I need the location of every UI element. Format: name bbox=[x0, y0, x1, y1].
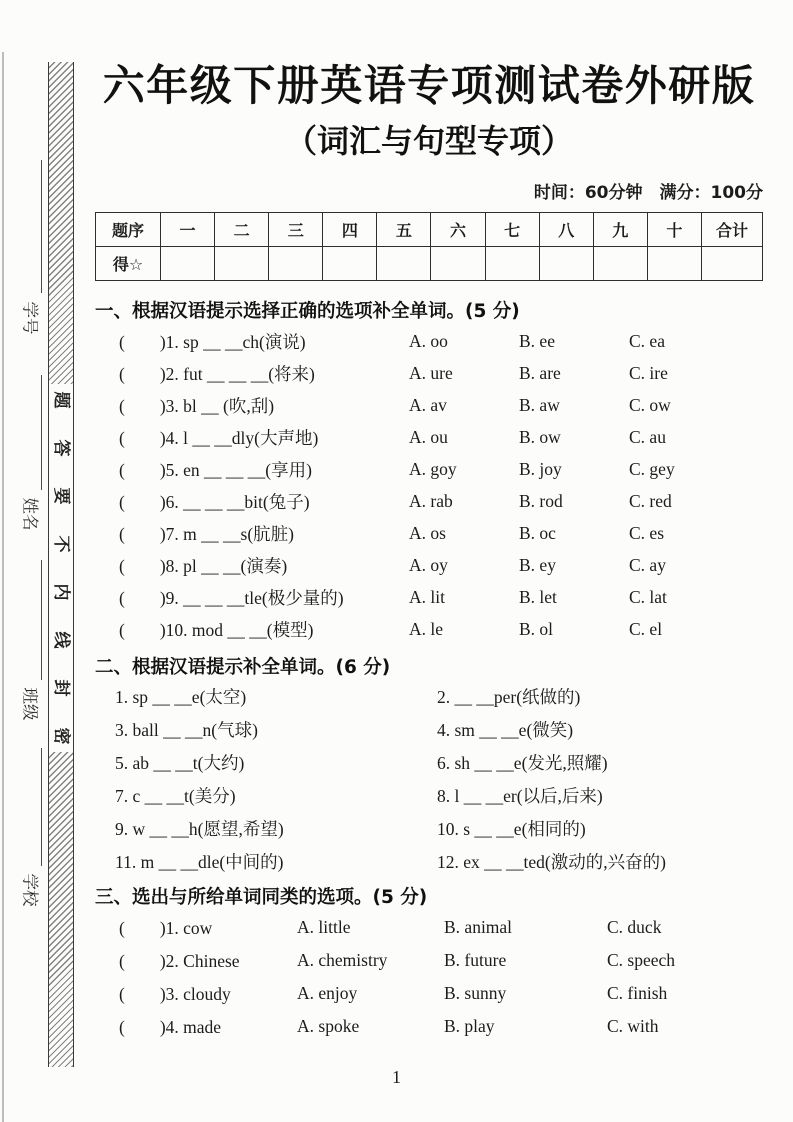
question-row bbox=[95, 485, 763, 517]
page-number: 1 bbox=[392, 1067, 401, 1087]
option-b: B. animal bbox=[444, 917, 513, 937]
score-cell-empty bbox=[431, 247, 485, 281]
option-c: C. finish bbox=[607, 983, 668, 1003]
option-a: A. lit bbox=[409, 586, 445, 607]
seal-text bbox=[51, 384, 71, 752]
question-row bbox=[95, 549, 763, 581]
option-c: C. es bbox=[629, 522, 664, 543]
option-a: A. little bbox=[297, 917, 351, 937]
score-table-score-row bbox=[96, 247, 763, 281]
score-cell-empty bbox=[539, 247, 593, 281]
option-b: B. ey bbox=[519, 554, 556, 575]
seal-char: 不 bbox=[51, 535, 71, 553]
seal-char: 线 bbox=[51, 631, 71, 649]
score-header-cell: 十 bbox=[647, 213, 701, 247]
class-label-text: 班级 bbox=[20, 687, 39, 721]
fill-item: 10. s __ __e(相同的) bbox=[437, 819, 586, 839]
option-c: C. el bbox=[629, 618, 663, 639]
question-stem: ( )4. made bbox=[119, 1017, 222, 1037]
seal-char: 题 bbox=[51, 391, 71, 409]
question-row bbox=[95, 613, 763, 645]
score-cell-empty bbox=[269, 247, 323, 281]
score-header-cell: 一 bbox=[161, 213, 215, 247]
score-cell-empty bbox=[323, 247, 377, 281]
option-b: B. are bbox=[519, 362, 561, 383]
option-c: C. ow bbox=[629, 394, 671, 415]
student-id-blank-line bbox=[41, 160, 42, 293]
question-row bbox=[95, 453, 763, 485]
score-header-cell: 合计 bbox=[702, 213, 763, 247]
question-stem: ( )2. fut __ __ __(将来) bbox=[119, 363, 315, 384]
name-label-text: 姓名 bbox=[20, 497, 39, 531]
score-header-cell: 七 bbox=[485, 213, 539, 247]
question-row bbox=[95, 517, 763, 549]
option-b: B. aw bbox=[519, 394, 560, 415]
scan-edge bbox=[2, 52, 4, 1122]
question-stem: ( )9. __ __ __tle(极少量的) bbox=[119, 587, 344, 608]
option-c: C. ay bbox=[629, 554, 666, 575]
hatch-pattern-bottom bbox=[49, 752, 73, 1067]
seal-char: 内 bbox=[51, 583, 71, 601]
score-header-cell: 题序 bbox=[96, 213, 161, 247]
section-2-heading: 二、根据汉语提示补全单词。(6 分) bbox=[95, 657, 391, 678]
question-stem: ( )1. sp __ __ch(演说) bbox=[119, 331, 306, 352]
score-cell-empty bbox=[702, 247, 763, 281]
seal-char: 封 bbox=[51, 679, 71, 697]
name-label bbox=[10, 492, 52, 536]
fill-item: 12. ex __ __ted(激动的,兴奋的) bbox=[437, 852, 666, 872]
option-a: A. goy bbox=[409, 458, 457, 479]
option-a: A. chemistry bbox=[297, 950, 388, 970]
option-a: A. ou bbox=[409, 426, 448, 447]
fill-item: 1. sp __ __e(太空) bbox=[115, 687, 247, 707]
option-b: B. ee bbox=[519, 330, 555, 351]
question-row bbox=[95, 1010, 763, 1043]
score-row-label: 得☆ bbox=[96, 247, 161, 281]
class-label bbox=[10, 682, 52, 726]
main-content bbox=[95, 58, 763, 1043]
score-cell-empty bbox=[161, 247, 215, 281]
question-stem: ( )3. bl __ (吹,刮) bbox=[119, 395, 275, 416]
fill-item: 2. __ __per(纸做的) bbox=[437, 687, 581, 707]
option-a: A. enjoy bbox=[297, 983, 358, 1003]
option-b: B. ol bbox=[519, 618, 554, 639]
score-header-cell: 八 bbox=[539, 213, 593, 247]
student-id-label-text: 学号 bbox=[20, 301, 39, 335]
option-a: A. av bbox=[409, 394, 447, 415]
option-c: C. ea bbox=[629, 330, 665, 351]
score-cell-empty bbox=[485, 247, 539, 281]
option-c: C. lat bbox=[629, 586, 667, 607]
question-row bbox=[95, 581, 763, 613]
option-b: B. ow bbox=[519, 426, 561, 447]
score-header-cell: 九 bbox=[593, 213, 647, 247]
option-b: B. rod bbox=[519, 490, 563, 511]
fill-in-grid bbox=[95, 681, 763, 879]
option-c: C. au bbox=[629, 426, 666, 447]
fill-item: 8. l __ __er(以后,后来) bbox=[437, 786, 603, 806]
option-b: B. let bbox=[519, 586, 557, 607]
section-3-heading: 三、选出与所给单词同类的选项。(5 分) bbox=[95, 887, 428, 908]
score-cell-empty bbox=[377, 247, 431, 281]
score-header-cell: 四 bbox=[323, 213, 377, 247]
score-cell-empty bbox=[215, 247, 269, 281]
option-a: A. os bbox=[409, 522, 446, 543]
option-c: C. duck bbox=[607, 917, 662, 937]
option-b: B. future bbox=[444, 950, 507, 970]
question-row bbox=[95, 325, 763, 357]
seal-char: 密 bbox=[51, 727, 71, 745]
question-stem: ( )3. cloudy bbox=[119, 984, 231, 1004]
school-blank-line bbox=[41, 748, 42, 866]
fill-item: 11. m __ __dle(中间的) bbox=[115, 852, 284, 872]
fill-item: 7. c __ __t(美分) bbox=[115, 786, 236, 806]
page-subtitle: （词汇与句型专项） bbox=[284, 122, 573, 160]
question-row bbox=[95, 911, 763, 944]
seal-char: 答 bbox=[51, 439, 71, 457]
option-a: A. spoke bbox=[297, 1016, 360, 1036]
question-stem: ( )1. cow bbox=[119, 918, 213, 938]
question-stem: ( )6. __ __ __bit(兔子) bbox=[119, 491, 310, 512]
score-header-cell: 三 bbox=[269, 213, 323, 247]
option-b: B. oc bbox=[519, 522, 556, 543]
score-header-cell: 五 bbox=[377, 213, 431, 247]
exam-meta: 时间：60分钟 满分：100分 bbox=[533, 183, 763, 203]
score-header-cell: 二 bbox=[215, 213, 269, 247]
option-b: B. joy bbox=[519, 458, 562, 479]
option-c: C. red bbox=[629, 490, 672, 511]
seal-line-band bbox=[48, 62, 74, 1067]
option-a: A. ure bbox=[409, 362, 453, 383]
question-stem: ( )5. en __ __ __(享用) bbox=[119, 459, 312, 480]
option-c: C. ire bbox=[629, 362, 668, 383]
fill-item: 9. w __ __h(愿望,希望) bbox=[115, 819, 284, 839]
option-c: C. with bbox=[607, 1016, 659, 1036]
student-id-label bbox=[10, 296, 52, 340]
question-row bbox=[95, 389, 763, 421]
option-a: A. oo bbox=[409, 330, 448, 351]
option-b: B. sunny bbox=[444, 983, 507, 1003]
seal-char: 要 bbox=[51, 487, 71, 505]
question-stem: ( )10. mod __ __(模型) bbox=[119, 619, 314, 640]
fill-item: 6. sh __ __e(发光,照耀) bbox=[437, 753, 608, 773]
option-a: A. rab bbox=[409, 490, 453, 511]
school-label-text: 学校 bbox=[20, 873, 39, 907]
option-b: B. play bbox=[444, 1016, 495, 1036]
fill-item: 5. ab __ __t(大约) bbox=[115, 753, 245, 773]
school-label bbox=[10, 868, 52, 912]
score-table-header-row bbox=[96, 213, 763, 247]
section-1-heading: 一、根据汉语提示选择正确的选项补全单词。(5 分) bbox=[95, 301, 520, 322]
question-stem: ( )4. l __ __dly(大声地) bbox=[119, 427, 319, 448]
question-row bbox=[95, 977, 763, 1010]
question-row bbox=[95, 421, 763, 453]
fill-item: 4. sm __ __e(微笑) bbox=[437, 720, 574, 740]
score-cell-empty bbox=[593, 247, 647, 281]
name-blank-line bbox=[41, 375, 42, 490]
question-row bbox=[95, 357, 763, 389]
option-a: A. le bbox=[409, 618, 444, 639]
question-stem: ( )8. pl __ __(演奏) bbox=[119, 555, 288, 576]
question-stem: ( )7. m __ __s(肮脏) bbox=[119, 523, 294, 544]
hatch-pattern-top bbox=[49, 62, 73, 384]
score-table bbox=[95, 212, 763, 281]
score-cell-empty bbox=[647, 247, 701, 281]
question-stem: ( )2. Chinese bbox=[119, 951, 240, 971]
option-c: C. speech bbox=[607, 950, 676, 970]
score-header-cell: 六 bbox=[431, 213, 485, 247]
question-row bbox=[95, 944, 763, 977]
option-c: C. gey bbox=[629, 458, 675, 479]
page-title: 六年级下册英语专项测试卷外研版 bbox=[102, 61, 756, 110]
class-blank-line bbox=[41, 560, 42, 680]
fill-item: 3. ball __ __n(气球) bbox=[115, 720, 258, 740]
option-a: A. oy bbox=[409, 554, 448, 575]
